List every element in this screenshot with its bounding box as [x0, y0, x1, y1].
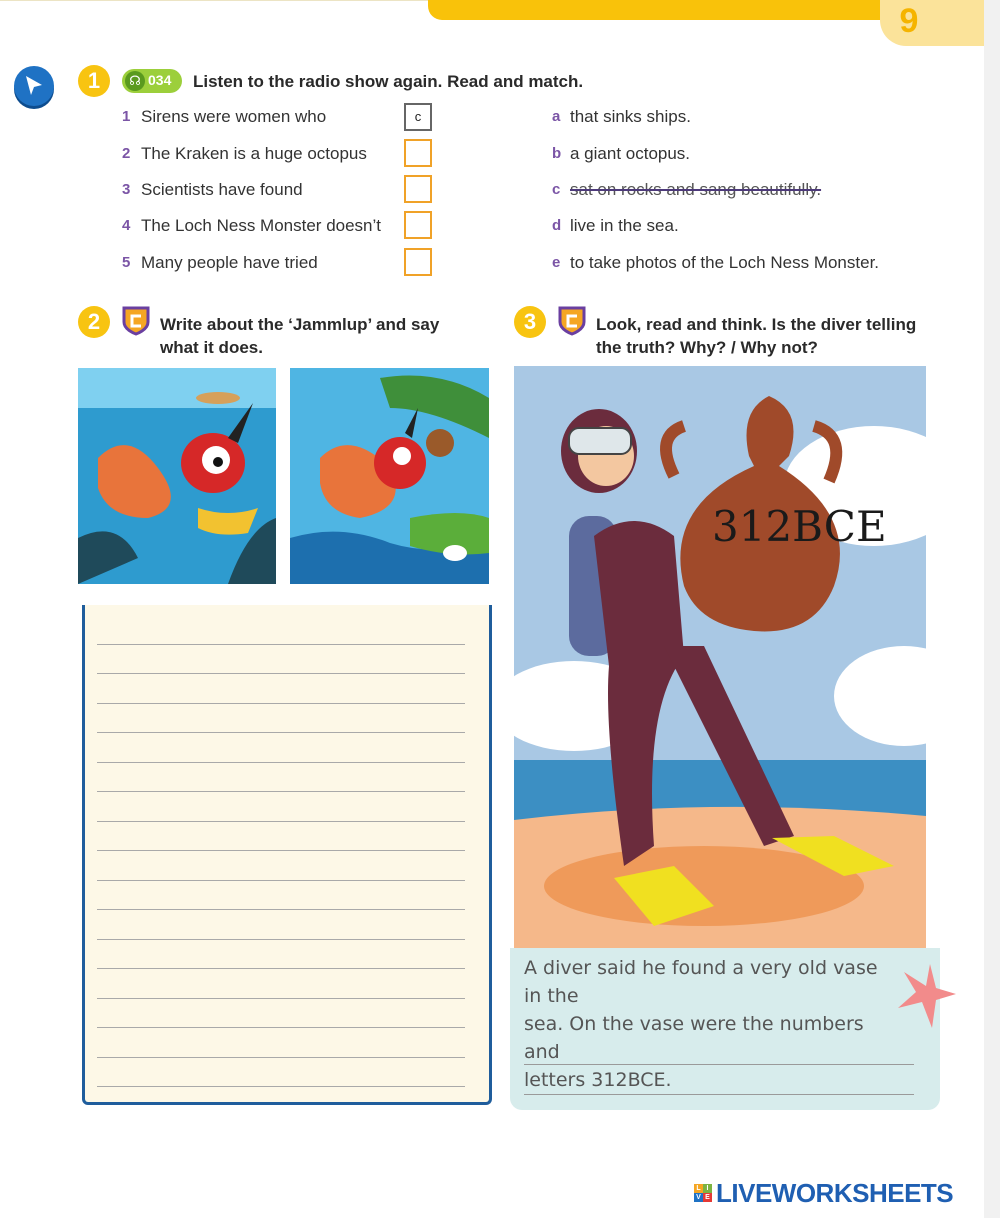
item-number: 5	[122, 254, 131, 271]
jammlup-underwater-picture	[78, 368, 276, 584]
item-text: Scientists have found	[141, 180, 303, 199]
writing-line	[97, 1057, 465, 1058]
brand-name: LIVEWORKSHEETS	[716, 1178, 954, 1208]
writing-area[interactable]	[82, 605, 492, 1105]
writing-line	[97, 998, 465, 999]
story-line-3: letters 312BCE.	[524, 1069, 672, 1091]
option-letter: e	[552, 254, 561, 271]
vase-inscription: 312BCE	[712, 502, 887, 551]
story-line-2: sea. On the vase were the numbers and	[524, 1013, 864, 1063]
item-number: 1	[122, 108, 131, 125]
jammlup-splash-picture	[290, 368, 489, 584]
shield-icon	[558, 306, 586, 336]
audio-track-badge[interactable]	[122, 69, 182, 93]
item-text: Sirens were women who	[141, 107, 327, 126]
item-number: 4	[122, 217, 131, 234]
exercise-1-instruction: Listen to the radio show again. Read and match.	[193, 72, 584, 91]
header-bar	[428, 0, 898, 20]
cursor-arrow-icon	[24, 75, 44, 97]
writing-line	[97, 850, 465, 851]
option-letter: d	[552, 217, 562, 234]
option-letter: b	[552, 145, 562, 162]
writing-line	[97, 909, 465, 910]
answer-line[interactable]	[524, 1064, 914, 1065]
headphones-icon: ☊	[125, 71, 145, 91]
writing-line	[97, 1086, 465, 1087]
diver-with-vase-picture	[514, 366, 926, 950]
exercise-1-number: 1	[78, 65, 110, 97]
story-text	[524, 954, 894, 1094]
writing-line	[97, 703, 465, 704]
shield-icon	[122, 306, 150, 336]
liveworksheets-logo-icon: L I V E	[694, 1184, 712, 1202]
liveworksheets-logo[interactable]	[694, 1178, 988, 1208]
pointer-tool-button[interactable]	[14, 66, 54, 106]
writing-line	[97, 673, 465, 674]
item-text: The Kraken is a huge octopus	[141, 144, 367, 163]
writing-line	[97, 791, 465, 792]
starfish-icon	[894, 962, 958, 1032]
exercise-3-number: 3	[514, 306, 546, 338]
page-edge	[984, 0, 1000, 1218]
story-line-1: A diver said he found a very old vase in the	[524, 957, 878, 1007]
answer-box-1[interactable]: c	[404, 103, 432, 131]
writing-line	[97, 821, 465, 822]
item-text: The Loch Ness Monster doesn’t	[141, 216, 382, 235]
option-letter: c	[552, 181, 561, 198]
writing-line	[97, 762, 465, 763]
audio-track-code: 034	[148, 72, 172, 88]
option-text: that sinks ships.	[570, 107, 691, 126]
story-card	[510, 948, 940, 1110]
option-text: a giant octopus.	[570, 144, 691, 163]
answer-box-4[interactable]	[404, 211, 432, 239]
writing-line	[97, 1027, 465, 1028]
item-text: Many people have tried	[141, 253, 318, 272]
exercise-3-instruction-line1: Look, read and think. Is the diver telling	[596, 315, 917, 334]
item-number: 3	[122, 181, 131, 198]
option-text-crossed: sat on rocks and sang beautifully.	[570, 180, 822, 199]
exercise-2-instruction-line2: what it does.	[160, 338, 263, 357]
answer-box-5[interactable]	[404, 248, 432, 276]
exercise-2-instruction-line1: Write about the ‘Jammlup’ and say	[160, 315, 440, 334]
item-number: 2	[122, 145, 131, 162]
writing-line	[97, 968, 465, 969]
writing-line	[97, 732, 465, 733]
top-rule	[0, 0, 428, 1]
option-letter: a	[552, 108, 561, 125]
writing-line	[97, 644, 465, 645]
answer-box-2[interactable]	[404, 139, 432, 167]
page-number: 9	[899, 2, 919, 40]
writing-line	[97, 880, 465, 881]
answer-line[interactable]	[524, 1094, 914, 1095]
writing-line	[97, 939, 465, 940]
exercise-3-instruction-line2: the truth? Why? / Why not?	[596, 338, 818, 357]
answer-box-3[interactable]	[404, 175, 432, 203]
option-text: to take photos of the Loch Ness Monster.	[570, 253, 880, 272]
option-text: live in the sea.	[570, 216, 679, 235]
exercise-2-number: 2	[78, 306, 110, 338]
